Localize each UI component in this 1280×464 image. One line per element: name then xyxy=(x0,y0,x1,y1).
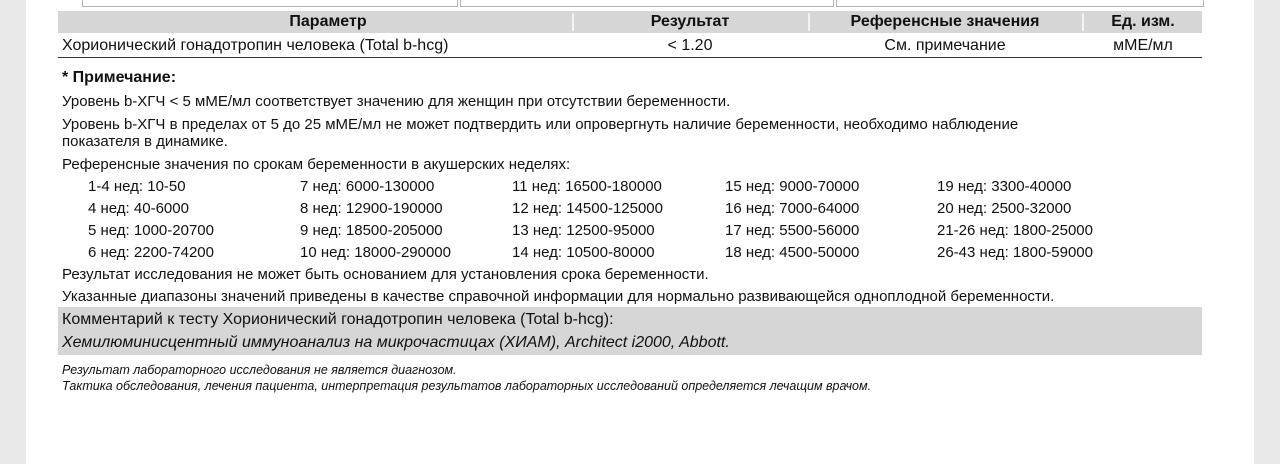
note-line: показателя в динамике. xyxy=(62,133,228,150)
weeks-cell: 15 нед: 9000-70000 xyxy=(725,178,860,195)
weeks-cell: 5 нед: 1000-20700 xyxy=(88,222,214,239)
top-box-fragment xyxy=(460,0,834,7)
top-box-fragment xyxy=(836,0,1204,7)
weeks-cell: 10 нед: 18000-290000 xyxy=(300,244,451,261)
header-reference: Референсные значения xyxy=(850,13,1040,30)
weeks-cell: 20 нед: 2500-32000 xyxy=(937,200,1072,217)
top-box-fragment xyxy=(82,0,458,7)
table-row xyxy=(58,35,1202,58)
row-reference: См. примечание xyxy=(884,37,1006,54)
comment-method: Хемилюминисцентный иммуноанализ на микрочастицах (ХИАМ), Architect i2000, Abbott. xyxy=(62,334,730,351)
note-line: Референсные значения по срокам беременности в акушерских неделях: xyxy=(62,156,571,173)
note-line: Уровень b-ХГЧ в пределах от 5 до 25 мМЕ/мл не может подтвердить или опровергнуть наличие беременности, необходимо наблюдение xyxy=(62,116,1019,133)
row-units: мМЕ/мл xyxy=(1113,37,1173,54)
results-table-header xyxy=(58,11,1202,33)
weeks-cell: 18 нед: 4500-50000 xyxy=(725,244,860,261)
weeks-cell: 16 нед: 7000-64000 xyxy=(725,200,860,217)
note-line: Результат исследования не может быть основанием для установления срока беременности. xyxy=(62,266,709,283)
comment-title: Комментарий к тесту Хорионический гонадотропин человека (Total b-hcg): xyxy=(62,311,614,328)
note-line: Уровень b-ХГЧ < 5 мМЕ/мл соответствует значению для женщин при отсутствии беременности. xyxy=(62,93,731,110)
weeks-cell: 7 нед: 6000-130000 xyxy=(300,178,435,195)
weeks-cell: 4 нед: 40-6000 xyxy=(88,200,189,217)
weeks-cell: 12 нед: 14500-125000 xyxy=(512,200,663,217)
header-parameter: Параметр xyxy=(289,13,367,30)
weeks-cell: 26-43 нед: 1800-59000 xyxy=(937,244,1093,261)
weeks-cell: 21-26 нед: 1800-25000 xyxy=(937,222,1093,239)
weeks-cell: 14 нед: 10500-80000 xyxy=(512,244,655,261)
weeks-cell: 1-4 нед: 10-50 xyxy=(88,178,186,195)
weeks-cell: 17 нед: 5500-56000 xyxy=(725,222,860,239)
weeks-cell: 8 нед: 12900-190000 xyxy=(300,200,443,217)
row-result: < 1.20 xyxy=(667,37,713,54)
footer-disclaimer: Результат лабораторного исследования не является диагнозом. xyxy=(62,363,457,377)
weeks-cell: 19 нед: 3300-40000 xyxy=(937,178,1072,195)
header-units: Ед. изм. xyxy=(1111,13,1175,30)
weeks-cell: 11 нед: 16500-180000 xyxy=(512,178,662,195)
test-comment-block xyxy=(58,307,1202,355)
weeks-cell: 9 нед: 18500-205000 xyxy=(300,222,443,239)
row-parameter: Хорионический гонадотропин человека (Total b-hcg) xyxy=(62,37,449,54)
weeks-cell: 13 нед: 12500-95000 xyxy=(512,222,655,239)
footer-disclaimer: Тактика обследования, лечения пациента, интерпретация результатов лабораторных исследований определяется лечащим врачом. xyxy=(62,379,872,393)
weeks-cell: 6 нед: 2200-74200 xyxy=(88,244,214,261)
note-line: Указанные диапазоны значений приведены в качестве справочной информации для нормально развивающейся одноплодной беременности. xyxy=(62,288,1055,305)
header-result: Результат xyxy=(650,13,730,30)
note-title: * Примечание: xyxy=(62,69,177,86)
